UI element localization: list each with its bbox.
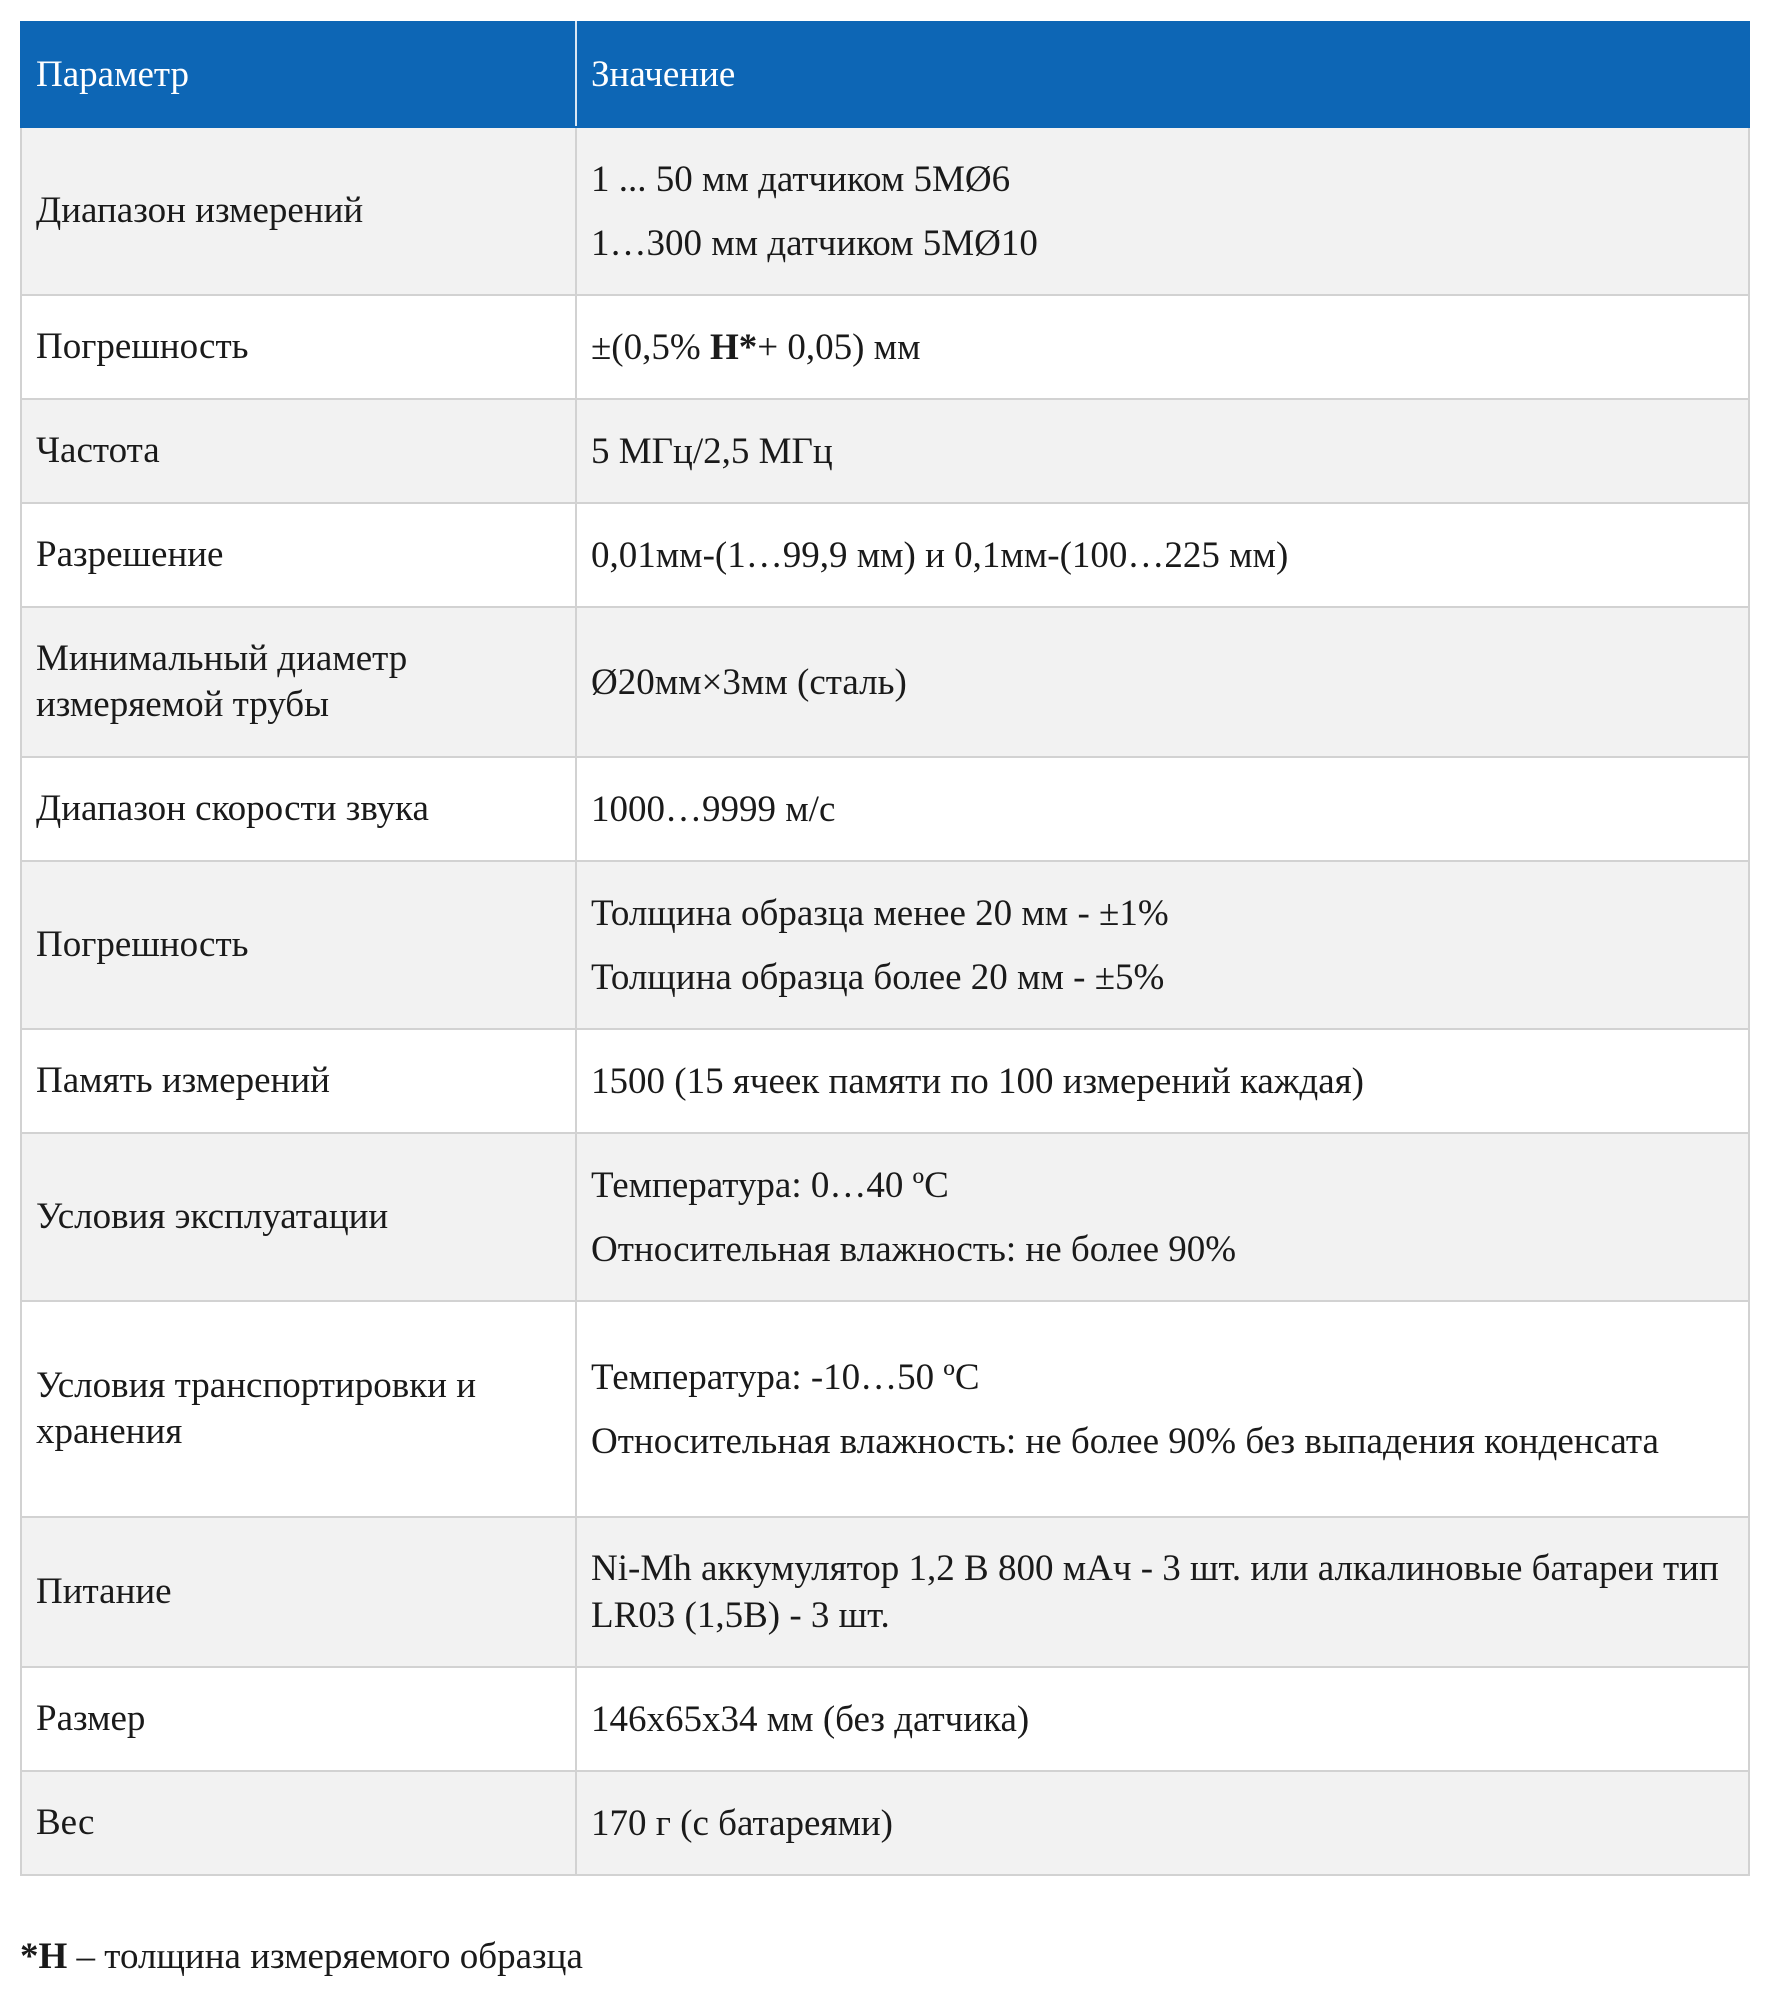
value-cell — [576, 295, 1749, 399]
value-cell — [576, 127, 1749, 295]
value-cell — [576, 1029, 1749, 1133]
value-line: 1000…9999 м/с — [591, 788, 836, 830]
param-cell: Минимальный диаметр измеряемой трубы — [21, 607, 576, 757]
param-cell: Частота — [21, 399, 576, 503]
value-line — [591, 324, 1734, 371]
value-cell — [576, 757, 1749, 861]
value-cell — [576, 1133, 1749, 1301]
param-cell: Погрешность — [21, 295, 576, 399]
value-line: 146x65x34 мм (без датчика) — [591, 1698, 1030, 1740]
value-bold-symbol: H* — [709, 326, 758, 368]
param-cell: Условия транспортировки и хранения — [21, 1301, 576, 1517]
value-cell — [576, 503, 1749, 607]
value-line: Ni-Mh аккумулятор 1,2 В 800 мАч - 3 шт. или алкалиновые батареи тип LR03 (1,5В) - 3 шт. — [591, 1548, 1719, 1636]
param-cell: Питание — [21, 1517, 576, 1667]
table-header-row — [21, 22, 1749, 127]
value-line: 1 ... 50 мм датчиком 5MØ6 — [591, 158, 1011, 200]
spec-table — [20, 21, 1750, 1876]
table-row — [21, 1771, 1749, 1875]
value-line: Толщина образца более 20 мм - ±5% — [591, 956, 1165, 998]
value-cell — [576, 1667, 1749, 1771]
value-line: Относительная влажность: не более 90% — [591, 1228, 1237, 1270]
value-line: Температура: 0…40 ºC — [591, 1164, 949, 1206]
param-cell: Диапазон измерений — [21, 127, 576, 295]
value-line: 0,01мм-(1…99,9 мм) и 0,1мм-(100…225 мм) — [591, 534, 1289, 576]
footnote-symbol: *H — [20, 1936, 68, 1977]
table-row — [21, 1301, 1749, 1517]
table-row — [21, 607, 1749, 757]
value-line: 5 МГц/2,5 МГц — [591, 430, 833, 472]
value-cell — [576, 1517, 1749, 1667]
table-row — [21, 295, 1749, 399]
param-cell: Погрешность — [21, 861, 576, 1029]
value-line: Толщина образца менее 20 мм - ±1% — [591, 892, 1169, 934]
value-line: Относительная влажность: не более 90% без выпадения конденсата — [591, 1420, 1659, 1462]
table-row — [21, 757, 1749, 861]
table-row — [21, 127, 1749, 295]
param-cell: Вес — [21, 1771, 576, 1875]
table-row — [21, 861, 1749, 1029]
value-cell — [576, 1301, 1749, 1517]
value-line: Ø20мм×3мм (сталь) — [591, 661, 907, 703]
table-row — [21, 1667, 1749, 1771]
value-cell — [576, 1771, 1749, 1875]
value-line: Температура: -10…50 ºC — [591, 1356, 980, 1398]
footnote — [20, 1933, 583, 1981]
value-prefix: ±(0,5% — [591, 326, 710, 368]
param-cell: Разрешение — [21, 503, 576, 607]
value-line: 1500 (15 ячеек памяти по 100 измерений каждая) — [591, 1060, 1364, 1102]
value-line: 1…300 мм датчиком 5MØ10 — [591, 222, 1038, 264]
table-row — [21, 1133, 1749, 1301]
value-cell — [576, 399, 1749, 503]
value-cell — [576, 861, 1749, 1029]
param-cell: Условия эксплуатации — [21, 1133, 576, 1301]
column-header-parameter: Параметр — [21, 22, 576, 127]
table-row — [21, 1517, 1749, 1667]
column-header-value: Значение — [576, 22, 1749, 127]
value-line: 170 г (с батареями) — [591, 1802, 893, 1844]
param-cell: Диапазон скорости звука — [21, 757, 576, 861]
param-cell: Память измерений — [21, 1029, 576, 1133]
table-row — [21, 399, 1749, 503]
table-row — [21, 1029, 1749, 1133]
value-cell — [576, 607, 1749, 757]
value-suffix: + 0,05) мм — [757, 326, 921, 368]
param-cell: Размер — [21, 1667, 576, 1771]
footnote-text: – толщина измеряемого образца — [67, 1936, 583, 1977]
table-row — [21, 503, 1749, 607]
